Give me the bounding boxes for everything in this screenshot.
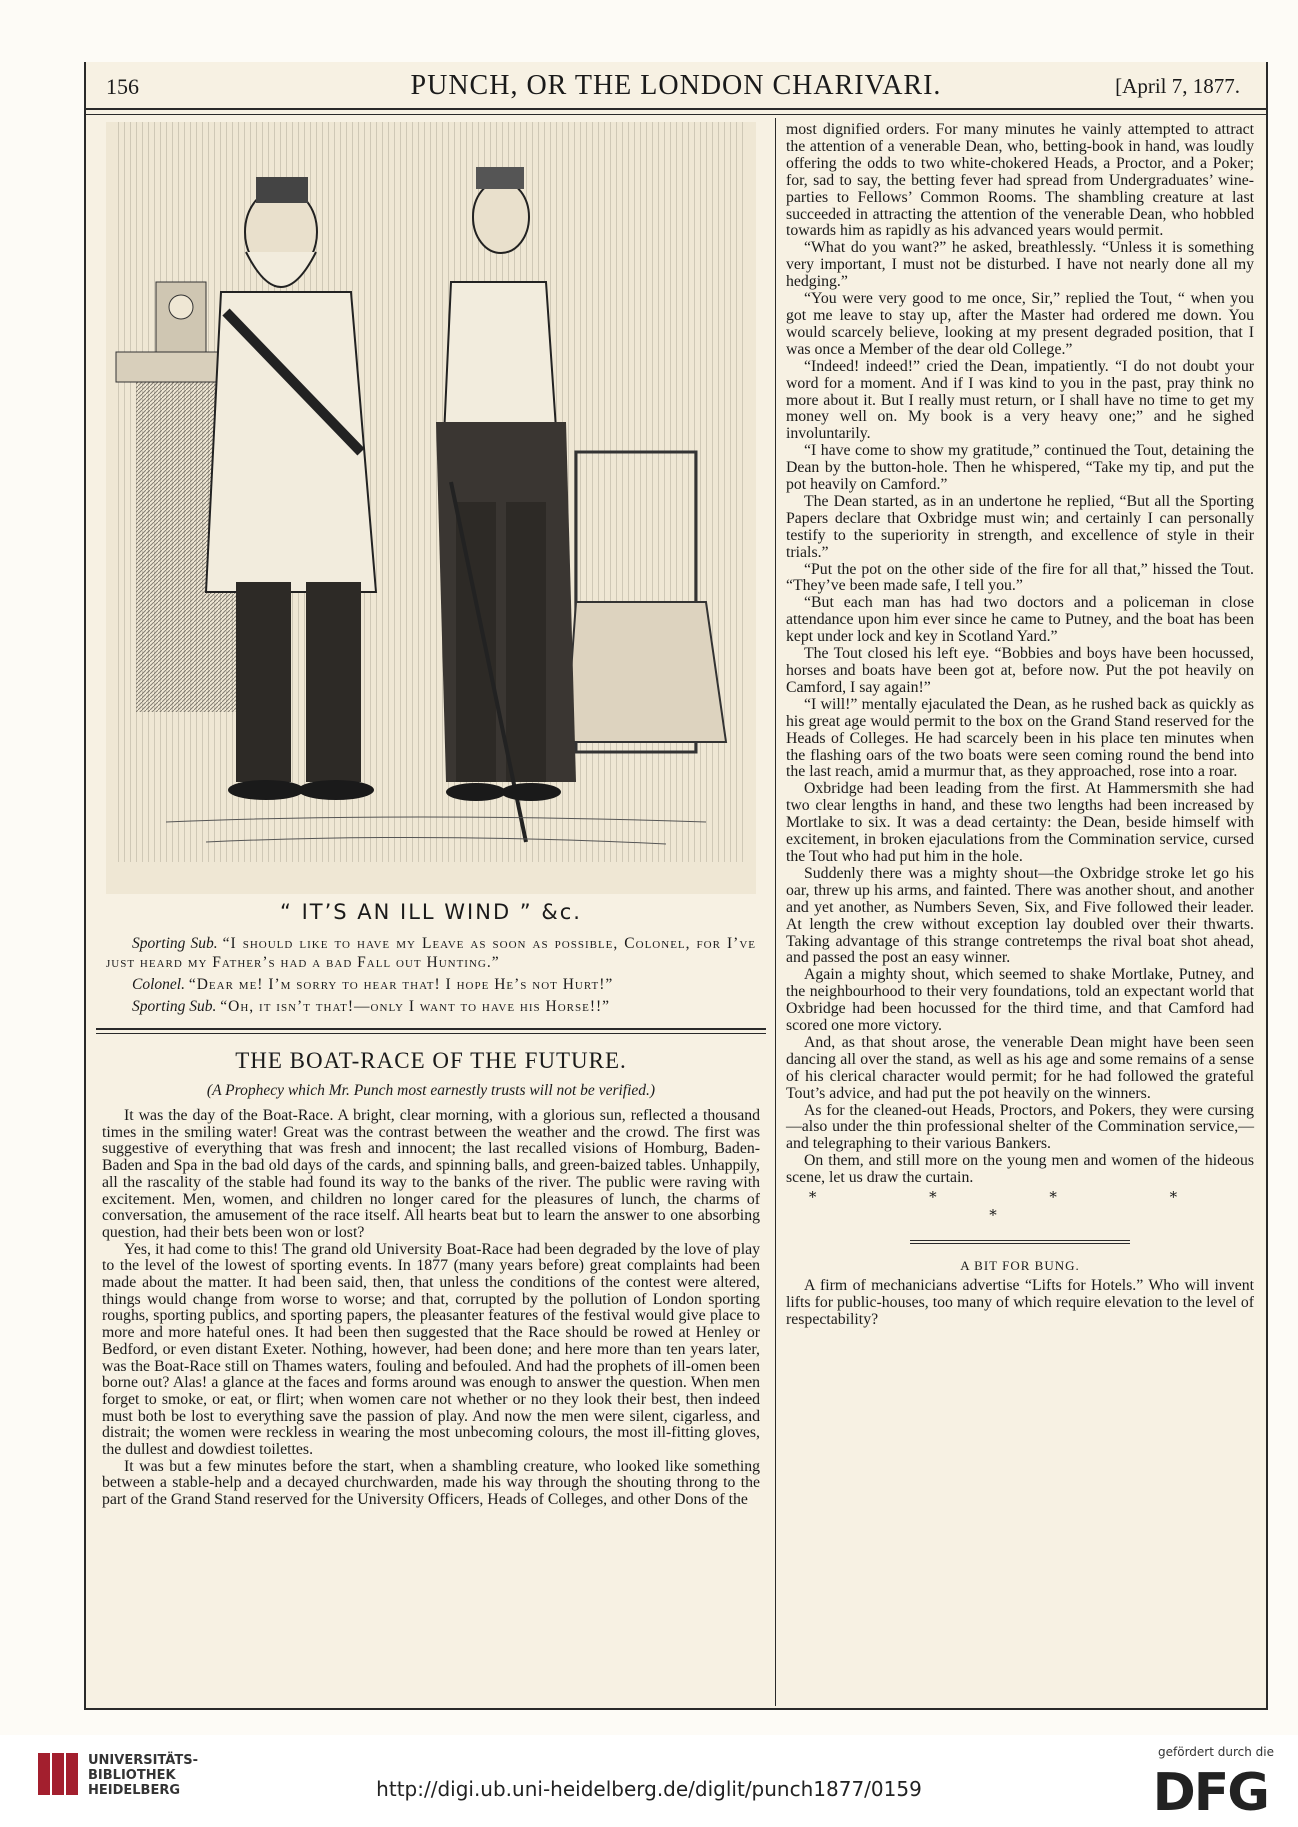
issue-date: [April 7, 1877. [1115, 74, 1240, 98]
paragraph: Yes, it had come to this! The grand old University Boat-Race had been degraded by the love of play to the level of the lowest of sporting events. In 1877 (many years before) great complaints had been made about the matter. It had been said, then, that unless the conditions of the contest were altered, things would change from worse to worse; and that, corrupted by the pollution of London sporting roughs, sporting publics, and sporting papers, the pleasanter features of the festival would give place to more and more hateful ones. It had been then suggested that the Race should be rowed at Henley or Bedford, or even distant Exeter. Nothing, however, had been done; and here more than ten years later, was the Boat-Race still on Thames waters, fouling and befouled. And had the prophets of ill-omen been borne out? Alas! a glance at the faces and forms around was enough to answer the question. When men forget to smoke, or eat, or flirt; when women care not whether or no they look their best, then indeed must both be lost to everything save the passion of play. And now the men were silent, cigarless, and distrait; the women were reckless in wearing the most unbecoming colours, the most ill-fitting gloves, the dullest and dowdiest toilettes. [102, 1240, 760, 1459]
bit-heading: A BIT FOR BUNG. [960, 1258, 1080, 1274]
article-title: THE BOAT-RACE OF THE FUTURE. [235, 1048, 627, 1073]
library-name-line: BIBLIOTHEK [88, 1768, 176, 1783]
caption-speaker: Colonel. [132, 976, 185, 993]
paragraph: “But each man has had two doctors and a policeman in close attendance upon him ever since he came to Putney, and the boat has been kept under lock and key in Scotland Yard.” [786, 594, 1254, 646]
page-header [86, 62, 1266, 110]
left-column [96, 122, 766, 1509]
paragraph: On them, and still more on the young men and women of the hideous scene, let us draw the curtain. [786, 1152, 1254, 1187]
paragraph: It was but a few minutes before the start, when a shambling creature, who looked like something between a stable-help and a decayed churchwarden, made his way through the shouting throng to the part of the Grand Stand reserved for the University Officers, Heads of Colleges, and other Dons of the [102, 1457, 760, 1509]
funding-label: gefördert durch die [1158, 1745, 1274, 1759]
caption-line [106, 975, 756, 994]
digitization-footer [0, 1735, 1298, 1827]
paragraph: Suddenly there was a mighty shout—the Oxbridge stroke let go his oar, threw up his arms, and fainted. There was another shout, and another and yet another, as Numbers Seven, Six, and Five followed their leader. At length the crew without exception lay doubled over their thwarts. Taking advantage of this strange contretemps the rival boat shot ahead, and passed the post an easy winner. [786, 864, 1254, 967]
bit-body [786, 1278, 1254, 1329]
paragraph: “What do you want?” he asked, breathlessly. “Unless it is something very important, I must not be disturbed. I have not nearly done all my hedging.” [786, 239, 1254, 291]
paragraph: As for the cleaned-out Heads, Proctors, and Pokers, they were cursing—also under the thin professional shelter of the Commination service,—and telegraphing to their various Bankers. [786, 1101, 1254, 1153]
section-stars: * * * * * [808, 1188, 1232, 1225]
paragraph: The Tout closed his left eye. “Bobbies and boys have been hocussed, horses and boats have been got at, before now. Put the pot heavily on Camford, I say again!” [786, 645, 1254, 696]
paragraph: “You were very good to me once, Sir,” replied the Tout, “ when you got me leave to stay up, after the Master had ordered me down. You would scarcely believe, looking at my present degraded position, that I was once a Member of the dear old College.” [786, 290, 1254, 358]
paragraph: The Dean started, as in an undertone he replied, “But all the Sporting Papers declare that Oxbridge must win; and certainly I can personally testify to the superiority in strength, and excellence of style in their trials.” [786, 492, 1254, 561]
cartoon-illustration [106, 122, 756, 894]
caption-text: “I should like to have my Leave as soon as possible, Colonel, for I’ve just heard my Father’s had a bad Fall out Hunting.” [106, 935, 756, 971]
paragraph: “I have come to show my gratitude,” continued the Tout, detaining the Dean by the button-hole. Then he whispered, “Take my tip, and put the pot heavily on Camford.” [786, 442, 1254, 494]
paragraph: Again a mighty shout, which seemed to shake Mortlake, Putney, and the neighbourhood to their very foundations, told an expectant world that Oxbridge had been hocussed for the third time, and that Camford had scored one more victory. [786, 966, 1254, 1035]
right-column [786, 122, 1254, 1329]
library-name-line: HEIDELBERG [88, 1783, 181, 1798]
section-rule [96, 1028, 766, 1034]
paragraph: And, as that shout arose, the venerable Dean might have been seen dancing all over the stand, as well as his age and some remains of a sense of his clerical character would permit; for he had followed the grateful Tout’s advice, and had put the pot heavily on the winners. [786, 1033, 1254, 1102]
cartoon-title: “ IT’S AN ILL WIND ” &c. [280, 900, 582, 924]
header-rule [86, 114, 1266, 115]
caption-line [106, 997, 756, 1016]
cartoon-drawing [106, 122, 756, 894]
caption-text: “Oh, it isn’t that!—only I want to have his Horse!!” [220, 998, 611, 1015]
column-divider [775, 118, 776, 1706]
dfg-logo: DFG [1152, 1763, 1268, 1823]
section-rule [910, 1240, 1130, 1244]
cartoon-caption [106, 934, 756, 1016]
article-body-right [786, 122, 1254, 1187]
page-bottom-rule [84, 1708, 1268, 1710]
library-name-line: UNIVERSITÄTS- [88, 1753, 198, 1768]
paragraph: “Put the pot on the other side of the fire for all that,” hissed the Tout. “They’ve been made safe, I tell you.” [786, 560, 1254, 595]
paragraph: A firm of mechanicians advertise “Lifts for Hotels.” Who will invent lifts for public-houses, too many of which require elevation to the level of respectability? [786, 1277, 1254, 1328]
page-number: 156 [106, 74, 139, 99]
paragraph: “Indeed! indeed!” cried the Dean, impatiently. “I do not doubt your word for a moment. And if I was kind to you in the past, pray think no more about it. But I really must return, or I shall have no time to get my money well on. My book is a very heavy one;” and he sighed involuntarily. [786, 357, 1254, 443]
newspaper-page [84, 62, 1268, 1710]
article-subtitle: (A Prophecy which Mr. Punch most earnestly trusts will not be verified.) [206, 1082, 656, 1099]
source-url[interactable]: http://digi.ub.uni-heidelberg.de/diglit/punch1877/0159 [376, 1777, 922, 1801]
caption-speaker: Sporting Sub. [132, 998, 217, 1015]
paragraph: Oxbridge had been leading from the first. At Hammersmith she had two clear lengths in hand, and these two lengths had been increased by Mortlake to six. It was a dead certainty: the Dean, beside himself with excitement, in broken ejaculations from the Commination service, cursed the Tout who had put him in the hole. [786, 780, 1254, 865]
paragraph: “I will!” mentally ejaculated the Dean, as he rushed back as quickly as his great age would permit to the box on the Grand Stand reserved for the Heads of Colleges. He had scarcely been in his place ten minutes when the flashing oars of the two boats were seen coming round the bend into the last reach, amid a murmur that, as they approached, rose into a roar. [786, 695, 1254, 781]
article-body-left [102, 1108, 760, 1509]
paragraph: It was the day of the Boat-Race. A bright, clear morning, with a glorious sun, reflected a thousand times in the smiling water! Great was the contrast between the weather and the crowd. The first was suggestive of everything that was fresh and innocent; the last recalled visions of Homburg, Baden-Baden and Spa in the bad old days of the cards, and spinning balls, and green-baized tables. Unhappily, all the rascality of the stable had found its way to the banks of the river. The public were raving with excitement. Men, women, and children no longer cared for the pleasures of lunch, the charms of conversation, the amusement of the race itself. All hearts beat but to learn the answer to one absorbing question, had their bets been won or lost? [102, 1107, 760, 1241]
paragraph: most dignified orders. For many minutes he vainly attempted to attract the attention of a venerable Dean, who, betting-book in hand, was loudly offering the odds to two white-chokered Heads, a Proctor, and a Poker; for, sad to say, the betting fever had spread from Undergraduates’ wine-parties to Fellows’ Common Rooms. The shambling creature at last succeeded in attracting the attention of the venerable Dean, who hobbled towards him as rapidly as his advanced years would permit. [786, 121, 1254, 240]
caption-speaker: Sporting Sub. [132, 935, 218, 952]
masthead-title: PUNCH, OR THE LONDON CHARIVARI. [410, 70, 942, 101]
caption-text: “Dear me! I’m sorry to hear that! I hope He’s not Hurt!” [188, 976, 614, 993]
caption-line [106, 934, 756, 972]
